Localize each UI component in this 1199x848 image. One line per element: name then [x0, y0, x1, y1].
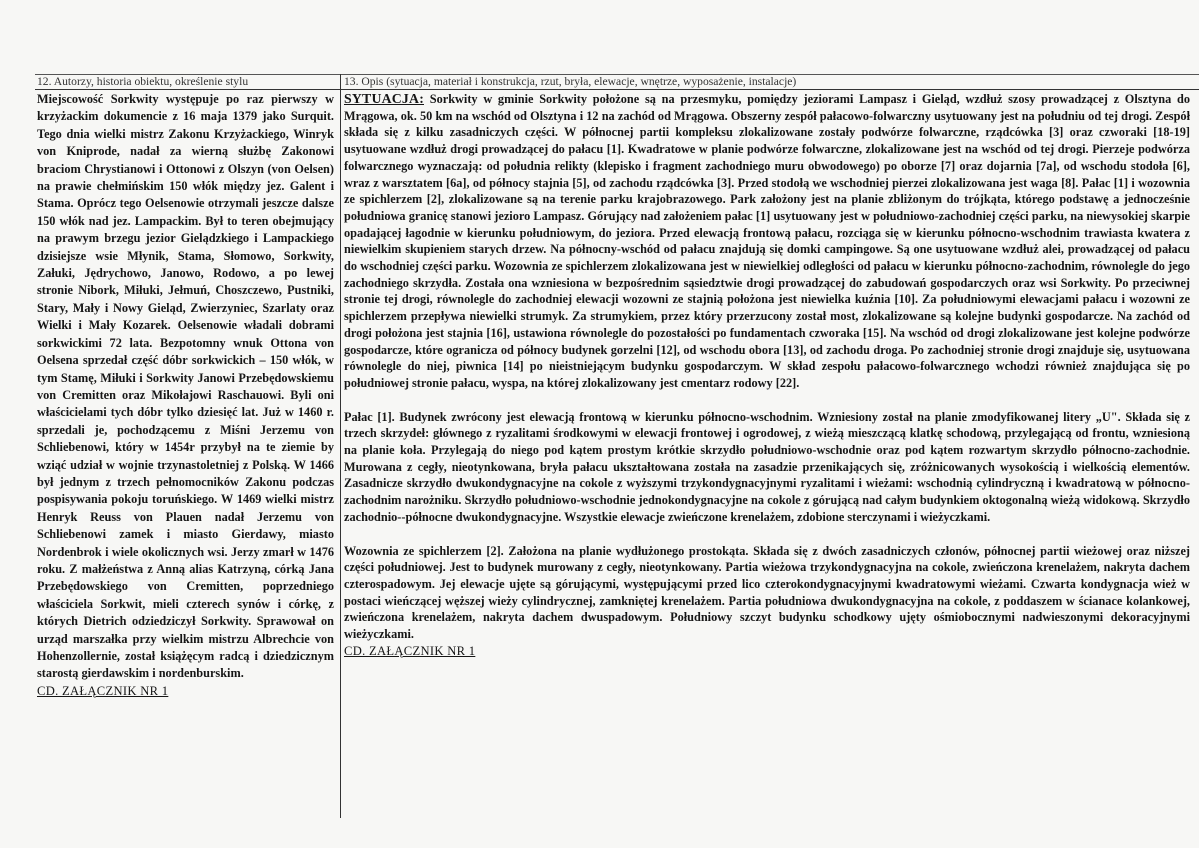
coach-house-paragraph: Wozownia ze spichlerzem [2]. Założona na planie wydłużonego prostokąta. Składa się z dwóch zasadniczych członów, północnej partii wieżowej oraz niższej części południowej. Jest to budynek murowany z cegły, nieotynkowany. Partia wieżowa trzykondygnacyjna na cokole, zwieńczona krenelażem, nakryta dachem czterospadowym. Jej elewacje ujęte są górującymi, występującymi przed lico czterokondygnacyjnymi kwadratowymi wieżami. Czwarta kondygnacja wież w postaci wieńczącej węższej wieży cylindrycznej, zamkniętej krenelażem. Partia południowa dwukondygnacyjna na cokole, z poddaszem w ścianace kolankowej, zwieńczona krenelażem, nakryta dachem dwuspadowym. Południowy szczyt budynku schodkowy ujęty ośmiobocznymi nadwieszonymi dekoracyjnymi wieżyczkami. [344, 543, 1190, 642]
history-attachment-link: CD. ZAŁĄCZNIK NR 1 [37, 683, 169, 698]
situation-text: Sorkwity w gminie Sorkwity położone są na przesmyku, pomiędzy jeziorami Lampasz i Gieląd, wzdłuż szosy prowadzącej z Olsztyna do Mrągowa, ok. 50 km na wschód od Olsztyna i 12 na zachód od Mrągowa. Obszerny zespół pałacowo-folwarczny usytuowany jest na południu od tej drogi. Zespół składa się z kilku zasadniczych części. W północnej partii kompleksu zlokalizowane zostały podwórze folwarczne, rządcówka [3] oraz czworaki [18-19] usytuowane wzdłuż drogi prowadzącej do pałacu [1]. Kwadratowe w planie podwórze folwarczne, zlokalizowane jest na wschód od tej drogi. Pierzeje podwórza folwarcznego wyznaczają: od południa relikty (klepisko i fragment zachodniego muru obwodowego) po oborze [7] oraz dojarnia [7a], od wschodu stodoła [6], wraz z warsztatem [6a], od północy stajnia [5], od zachodu rządcówka [3]. Przed stodołą we wschodniej pierzei zlokalizowana jest waga [8]. Pałac [1] i wozownia ze spichlerzem [2], zlokalizowane są na terenie parku krajobrazowego. Park założony jest na planie zbliżonym do trójkąta, którego podstawę a jednocześnie południowa granicę stanowi jezioro Lampasz. Górujący nad założeniem pałac [1] usytuowany jest w południowo-zachodniej części parku, na niewysokiej skarpie opadającej łagodnie w kierunku południowym, do jeziora. Przed elewacją frontową pałacu, rozciąga się w kierunku północno-wschodnim trawiasta kwatera z niewielkim skupieniem starych drzew. Na północny-wschód od pałacu znajdują się domki campingowe. Są one usytuowane wzdłuż alei, prowadzącej od pałacu do wschodniej części parku. Wozownia ze spichlerzem zlokalizowana jest w niewielkiej odległości od pałacu w kierunku północno-zachodnim, równolegle do jego zachodniego skrzydła. Została ona wzniesiona w bezpośrednim sąsiedztwie drogi prowadzącej do zabudowań gospodarczych oraz wsi Sorkwity. Po przeciwnej stronie tej drogi, równolegle do zachodniej elewacji wozowni ze stajnią położona jest niewielka kuźnia [10]. Za południowymi elewacjami pałacu i wozowni ze spichlerzem przepływa niewielki strumyk. Za strumykiem, przez który przerzucony został most, zlokalizowane są kolejne budynki gospodarcze. Na zachód od drogi położona jest stajnia [16], ustawiona równolegle do pozostałości po fundamentach czworaka [15]. Na wschód od drogi zlokalizowane jest kolejne podwórze gospodarcze, które ogranicza od północy budynek gorzelni [12], od wschodu obora [13], od zachodu droga. Po zachodniej stronie drogi znajduje się, usytuowana równolegle do niej, piwnica [14] po nieistniejącym budynku gospodarczym. W skład zespołu pałacowo-folwarcznego wchodzi również znajdująca się po południowej stronie pałacu, wyspa, na której zlokalizowany jest cmentarz rodowy [22]. [344, 92, 1190, 390]
palace-paragraph: Pałac [1]. Budynek zwrócony jest elewacją frontową w kierunku północno-wschodnim. Wzniesiony został na planie zmodyfikowanej litery „U". Składa się z trzech skrzydeł: głównego z ryzalitami środkowymi w elewacji frontowej i ogrodowej, z wieżą mieszczącą klatkę schodową, przylegającą od frontu, wzniesioną na planie koła. Przylegają do niego pod kątem prostym krótkie skrzydło południowo-wschodnie oraz pod kątem rozwartym skrzydło północno-zachodnie. Murowana z cegły, nieotynkowana, bryła pałacu ukształtowana została na zasadzie przenikających się, zróżnicowanych wysokością i wielkością elementów. Zasadnicze skrzydło dwukondygnacyjne na cokole z wyższymi trzykondygnacyjnymi ryzalitami i wieżami: wschodnią cylindryczną i kwadratową w północno-zachodnim narożniku. Skrzydło południowo-wschodnie jednokondygnacyjne na cokole z górującą nad całym budynkiem oktogonalną wieżą widokową. Skrzydło zachodnio--północne dwukondygnacyjne. Wszystkie elewacje zwieńczone krenelażem, zdobione sterczynami i wieżyczkami. [344, 409, 1190, 524]
header-divider-right [341, 89, 1199, 90]
section-12-header: 12. Autorzy, historia obiektu, określenie stylu [37, 75, 249, 88]
history-column [37, 91, 334, 700]
description-column [344, 91, 1190, 660]
history-text: Miejscowość Sorkwity występuje po raz pierwszy w krzyżackim dokumencie z 16 maja 1379 jako Surquit. Tego dnia wielki mistrz Zakonu Krzyżackiego, Winryk von Kniprode, nadał za wierną służbę Zakonowi braciom Chrystianowi i Ottonowi z Olszyn (von Oelsen) na prawie chełmińskim 150 włók między jez. Galent i Stama. Oprócz tego Oelsenowie otrzymali jeszcze dalsze 150 włók nad jez. Lampackim. Był to teren obejmujący na prawym brzegu jezior Gielądzkiego i Lampackiego dzisiejsze wsie Młynik, Stama, Słomowo, Sorkwity, Załuki, Jędrychowo, Janowo, Rodowo, a po lewej stronie Nibork, Miłuki, Jełmuń, Choszczewo, Pustniki, Stary, Mały i Nowy Gieląd, Zwierzyniec, Szarlaty oraz Wielki i Mały Kozarek. Oelsenowie władali dobrami sorkwickimi 72 lata. Bezpotomny wnuk Ottona von Oelsena sprzedał część dóbr sorkwickich – 150 włók, w tym Stamę, Miłuki i Sorkwity Janowi Przebędowskiemu von Cremitten oraz Mikołajowi Raschauowi. Byli oni właścicielami tych dóbr tylko dziesięć lat. Już w 1460 r. sprzedali je, pochodzącemu z Miśni Jerzemu von Schliebenowi, który w 1454r przybył na te ziemie by wziąć udział w wojnie trzynastoletniej z Polską. W 1466 był jednym z trzech pełnomocników Zakonu podczas pospisywania pokoju toruńskiego. W 1469 wielki mistrz Henryk Reuss von Plauen nadał Jerzemu von Schliebenowi zamek i miasto Gierdawy, miasto Nordenbrok i wiele okolicznych wsi. Jerzy zmarł w 1476 roku. Z małżeństwa z Anną alias Katrzyną, córką Jana Przebędowskiego von Cremitten, poprzedniego właściciela Sorkwit, mieli czterech synów i córkę, z których Dietrich odziedziczył Sorkwity. Sprawował on urząd marszałka przy wielkim mistrzu Albrechcie von Hohenzollernie, został książęcym radcą i dziedzicznym starostą gierdawskim i nordenburskim. [37, 92, 334, 681]
section-13-header: 13. Opis (sytuacja, materiał i konstrukcja, rzut, bryła, elewacje, wnętrze, wyposażenie, instalacje) [344, 75, 797, 88]
description-attachment-link: CD. ZAŁĄCZNIK NR 1 [344, 643, 476, 658]
situation-label: SYTUACJA: [344, 91, 424, 106]
header-divider-left [35, 89, 340, 90]
column-divider [340, 74, 341, 818]
situation-paragraph [344, 91, 1190, 392]
